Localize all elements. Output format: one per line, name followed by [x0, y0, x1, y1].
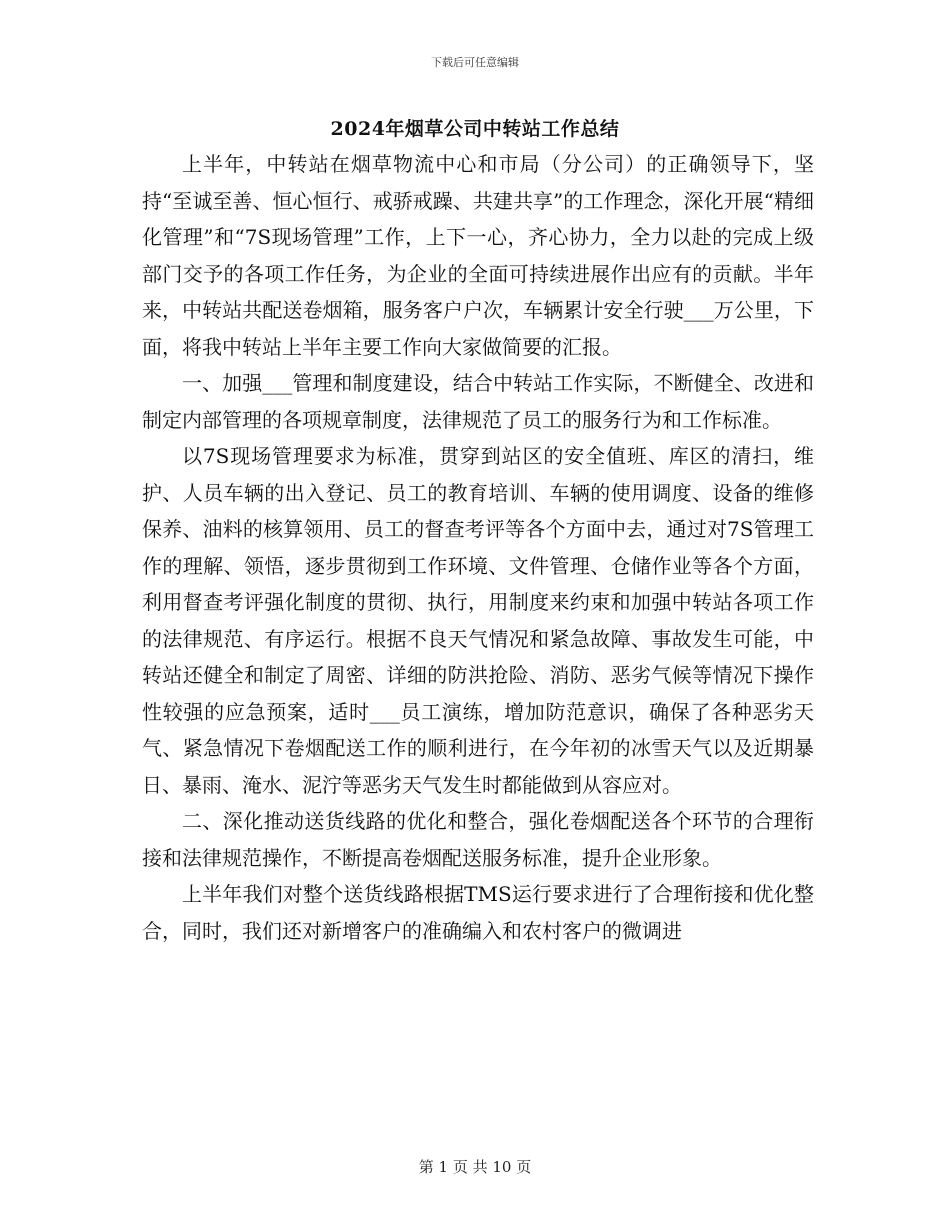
paragraph-route-optimization: 上半年我们对整个送货线路根据TMS运行要求进行了合理衔接和优化整合，同时，我们还对新增客户的准确编入和农村客户的微调进: [142, 882, 814, 943]
header-note: 下载后可任意编辑: [431, 56, 519, 69]
paragraph-7s-management: 以7S现场管理要求为标准，贯穿到站区的安全值班、库区的清扫，维护、人员车辆的出入登记、员工的教育培训、车辆的使用调度、设备的维修保养、油料的核算领用、员工的督查考评等各个方面中去，通过对7S管理工作的理解、领悟，逐步贯彻到工作环境、文件管理、仓储作业等各个方面，利用督查考评强化制度的贯彻、执行，用制度来约束和加强中转站各项工作的法律规范、有序运行。根据不良天气情况和紧急故障、事故发生可能，中转站还健全和制定了周密、详细的防洪抢险、消防、恶劣气候等情况下操作性较强的应急预案，适时___员工演练，增加防范意识，确保了各种恶劣天气、紧急情况下卷烟配送工作的顺利进行，在今年初的冰雪天气以及近期暴日、暴雨、淹水、泥泞等恶劣天气发生时都能做到从容应对。: [142, 444, 814, 797]
paragraph-section-2: 二、深化推动送货线路的优化和整合，强化卷烟配送各个环节的合理衔接和法律规范操作，不断提高卷烟配送服务标准，提升企业形象。: [142, 809, 814, 870]
document-body: [142, 146, 814, 949]
paragraph-section-1: 一、加强___管理和制度建设，结合中转站工作实际，不断健全、改进和制定内部管理的各项规章制度，法律规范了员工的服务行为和工作标准。: [142, 371, 814, 432]
page-number-footer: 第 1 页 共 10 页: [418, 1158, 532, 1176]
document-title: 2024年烟草公司中转站工作总结: [330, 118, 620, 140]
paragraph-intro: 上半年，中转站在烟草物流中心和市局（分公司）的正确领导下，坚持“至诚至善、恒心恒行、戒骄戒躁、共建共享”的工作理念，深化开展“精细化管理”和“7S现场管理”工作，上下一心，齐心协力，全力以赴的完成上级部门交予的各项工作任务，为企业的全面可持续进展作出应有的贡献。半年来，中转站共配送卷烟箱，服务客户户次，车辆累计安全行驶___万公里，下面，将我中转站上半年主要工作向大家做简要的汇报。: [142, 152, 814, 359]
